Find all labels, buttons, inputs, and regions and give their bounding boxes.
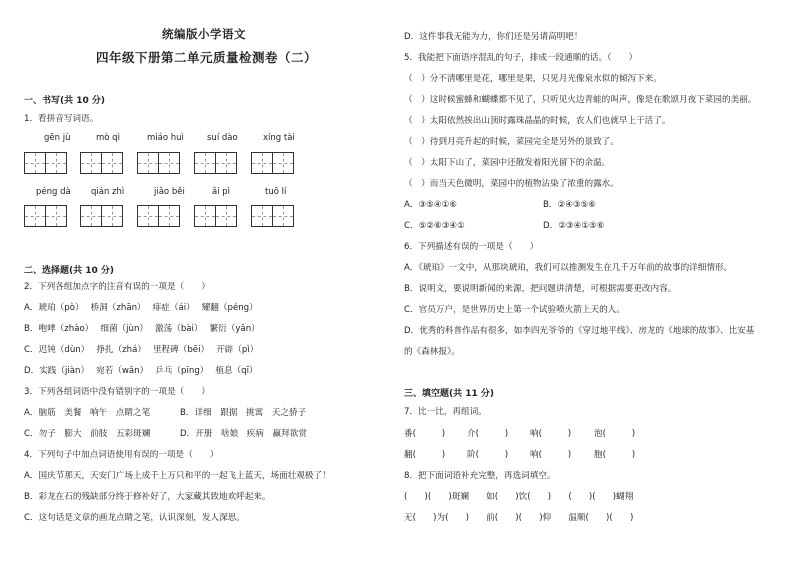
option-5c: C．⑤②⑥③④① [404, 221, 465, 231]
compare-word[interactable]: 响( ) [530, 429, 572, 439]
question-3: 3．下列各组词语中没有错别字的一项是（ ） [24, 387, 210, 397]
question-8: 8．把下面词语补充完整，再选词填空。 [404, 471, 556, 481]
question-1: 1．看拼音写词语。 [24, 114, 99, 124]
sentence-5-5: （ ）太阳下山了，菜园中还散发着阳光留下的余温。 [404, 158, 611, 168]
writing-grid[interactable] [80, 205, 122, 227]
option-4a: A．国庆节那天，天安门广场上成千上万只和平的一起飞上蓝天，场面壮观极了！ [24, 471, 331, 481]
option-2d: D．实践（jiàn） 宛若（wǎn） 乒乓（pīng） 植息（qī） [24, 366, 258, 376]
pinyin-label: gēn jù [44, 133, 71, 143]
writing-grid[interactable] [137, 152, 179, 174]
compare-word[interactable]: 阶( ) [467, 450, 509, 460]
sentence-5-3: （ ）太阳依然挨出山顶时露珠晶晶的时候，农人们也就早上干活了。 [404, 116, 671, 126]
question-7: 7．比一比，再组词。 [404, 407, 487, 417]
pinyin-label: mò qì [96, 133, 120, 143]
option-2a: A．琥珀（pò） 桥洞（zhān） 痱症（ái） 耀翻（péng） [24, 303, 258, 313]
writing-grid[interactable] [194, 152, 236, 174]
writing-grid[interactable] [80, 152, 122, 174]
compare-word[interactable]: 响( ) [530, 450, 572, 460]
pinyin-label: miáo huì [147, 133, 184, 143]
pinyin-label: péng dà [36, 187, 71, 197]
writing-grid[interactable] [251, 205, 293, 227]
section-heading-choice: 二、选择题(共 10 分) [24, 266, 115, 276]
option-5b: B．②④③⑤⑥ [543, 200, 597, 210]
sentence-5-4: （ ）待到月亮升起的时候，菜园完全是另外的景致了。 [404, 137, 619, 147]
compare-word[interactable]: 泡( ) [594, 429, 636, 439]
option-4c: C．这句话是文章的画龙点睛之笔，认识深刻，发人深思。 [24, 513, 245, 523]
option-2b: B．咆哮（zhào） 细菌（jùn） 激荡（bài） 繁衍（yǎn） [24, 324, 260, 334]
writing-grid[interactable] [24, 152, 66, 174]
question-4: 4．下列句子中加点词语使用有误的一项是（ ） [24, 450, 219, 460]
pinyin-label: xíng tài [263, 133, 295, 143]
writing-grid[interactable] [194, 205, 236, 227]
pinyin-label: tuō lí [265, 187, 287, 197]
question-2: 2．下列各组加点字的注音有误的一项是（ ） [24, 282, 210, 292]
option-3c: C．勿子 膨大 前肢 五彩斑斓 [24, 429, 151, 439]
compare-word[interactable]: 翻( ) [404, 450, 446, 460]
pinyin-label: suí dào [207, 133, 238, 143]
option-3b: B．详细 跟据 挑寓 天之骄子 [180, 408, 307, 418]
compare-word[interactable]: 介( ) [467, 429, 509, 439]
sentence-5-2: （ ）这时候蜜蜂和蝴蝶都不见了，只听见火边青蛙的叫声，像是在歌颂月夜下菜园的美丽。 [404, 95, 757, 105]
option-6a: A．《琥珀》一文中，从那块琥珀，我们可以推测发生在几千万年前的故事的详细情形。 [404, 263, 733, 273]
pinyin-label: qián zhì [91, 187, 125, 197]
section-heading-fill: 三、填空题(共 11 分) [404, 389, 495, 399]
option-5d: D．②③④①⑤⑥ [543, 221, 605, 231]
idiom-row-1[interactable]: ( )( )斑斓 如( )饮( ) ( )( )蝴翔 [404, 492, 634, 502]
option-6d-cont: 的《森林报》。 [404, 347, 460, 357]
option-4b: B．彩龙在石的残缺部分终于修补好了，大家藏其致地欢呼起来。 [24, 492, 271, 502]
section-heading-writing: 一、书写(共 10 分) [24, 96, 106, 106]
paper-title: 统编版小学语文 [162, 27, 246, 41]
idiom-row-2[interactable]: 无( )为( ) 前( )( )仰 温顺( )( ) [404, 513, 634, 523]
writing-grid[interactable] [251, 152, 293, 174]
pinyin-label: jiǎo běi [154, 187, 185, 197]
sentence-5-6: （ ）而当天色微明，菜园中的植物沾染了浓重的露水。 [404, 179, 619, 189]
option-3a: A．脑筋 美餐 响午 点睛之笔 [24, 408, 151, 418]
compare-word[interactable]: 番( ) [404, 429, 446, 439]
compare-word[interactable]: 胞( ) [594, 450, 636, 460]
option-6c: C．官员万户，是世界历史上第一个试验喷火箭上天的人。 [404, 305, 625, 315]
question-5: 5．我能把下面语序混乱的句子，排成一段通顺的话。（ ） [404, 53, 638, 63]
sentence-5-1: （ ）分不清哪里是花，哪里是果，只见月光像泉水似的倾泻下来。 [404, 74, 662, 84]
option-3d: D．开册 啥娘 疾病 赢拜欲赏 [180, 429, 307, 439]
question-6: 6．下列描述有误的一项是（ ） [404, 242, 539, 252]
writing-grid[interactable] [137, 205, 179, 227]
pinyin-label: ǎi pì [212, 187, 231, 197]
writing-grid[interactable] [24, 205, 66, 227]
option-4d: D．这件事我无能为力，你们还是另请高明吧！ [404, 32, 583, 42]
option-6b: B．说明文，要说明新闻的来源，把问题讲清楚，可根据需要更改内容。 [404, 284, 677, 294]
option-6d: D．优秀的科普作品有很多，如李四光爷爷的《穿过地平线》、房龙的《地球的故事》、比安基 [404, 326, 755, 336]
paper-subtitle: 四年级下册第二单元质量检测卷（二） [96, 50, 318, 65]
option-2c: C．迟钝（dùn） 挣扎（zhá） 里程碑（bēi） 开辟（pì） [24, 345, 259, 355]
option-5a: A．③⑤④①⑥ [404, 200, 457, 210]
